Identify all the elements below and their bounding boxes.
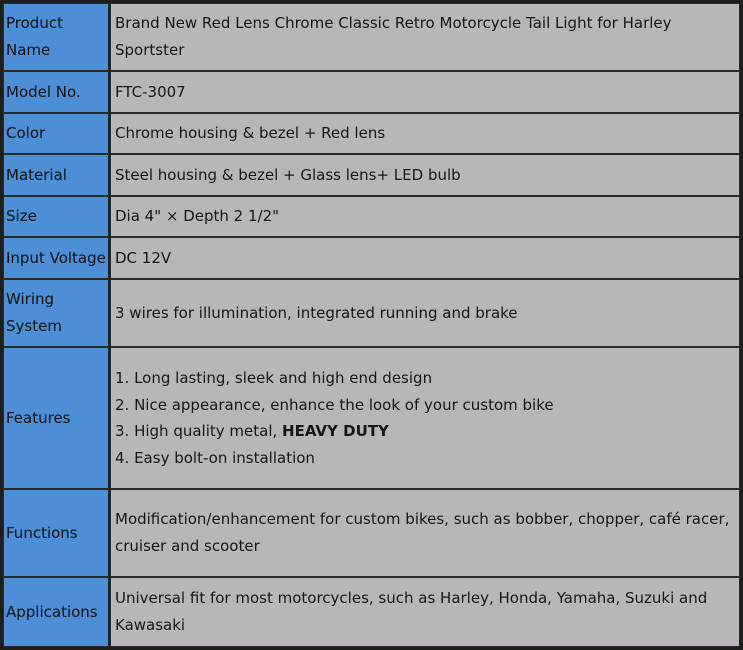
features-list xyxy=(110,347,740,489)
spec-row-applications xyxy=(3,577,740,647)
spec-row-product-name xyxy=(3,3,740,71)
feature-emphasis: HEAVY DUTY xyxy=(282,422,389,440)
feature-item: 2. Nice appearance, enhance the look of your custom bike xyxy=(115,395,554,414)
feature-item: 1. Long lasting, sleek and high end design xyxy=(115,369,433,387)
spec-value: Universal fit for most motorcycles, such as Harley, Honda, Yamaha, Suzuki and Kawasaki xyxy=(110,577,740,647)
feature-text: 3. High quality metal, xyxy=(115,422,283,440)
spec-row-functions xyxy=(3,489,740,577)
spec-label: Model No. xyxy=(3,71,110,113)
spec-value: 3 wires for illumination, integrated running and brake xyxy=(110,279,740,347)
spec-label: Product Name xyxy=(3,3,110,71)
spec-value: Modification/enhancement for custom bikes, such as bobber, chopper, café racer, cruiser and scooter xyxy=(110,489,740,577)
spec-value: FTC-3007 xyxy=(110,71,740,113)
feature-item: 4. Easy bolt-on installation xyxy=(115,448,315,467)
feature-item xyxy=(115,418,737,445)
spec-label: Material xyxy=(3,154,110,196)
spec-row-features xyxy=(3,347,740,489)
spec-label: Functions xyxy=(3,489,110,577)
spec-label: Size xyxy=(3,196,110,237)
spec-row-input-voltage xyxy=(3,237,740,279)
spec-value: Dia 4" × Depth 2 1/2" xyxy=(110,196,740,237)
spec-label: Wiring System xyxy=(3,279,110,347)
product-spec-table xyxy=(3,3,740,647)
spec-label: Applications xyxy=(3,577,110,647)
spec-value: DC 12V xyxy=(110,237,740,279)
spec-row-color xyxy=(3,113,740,154)
spec-value: Brand New Red Lens Chrome Classic Retro Motorcycle Tail Light for Harley Sportster xyxy=(110,3,740,71)
spec-row-material xyxy=(3,154,740,196)
spec-row-size xyxy=(3,196,740,237)
spec-row-model-no xyxy=(3,71,740,113)
spec-label: Color xyxy=(3,113,110,154)
spec-value: Steel housing & bezel + Glass lens+ LED bulb xyxy=(110,154,740,196)
spec-value: Chrome housing & bezel + Red lens xyxy=(110,113,740,154)
spec-label: Features xyxy=(3,347,110,489)
spec-row-wiring-system xyxy=(3,279,740,347)
spec-label: Input Voltage xyxy=(3,237,110,279)
